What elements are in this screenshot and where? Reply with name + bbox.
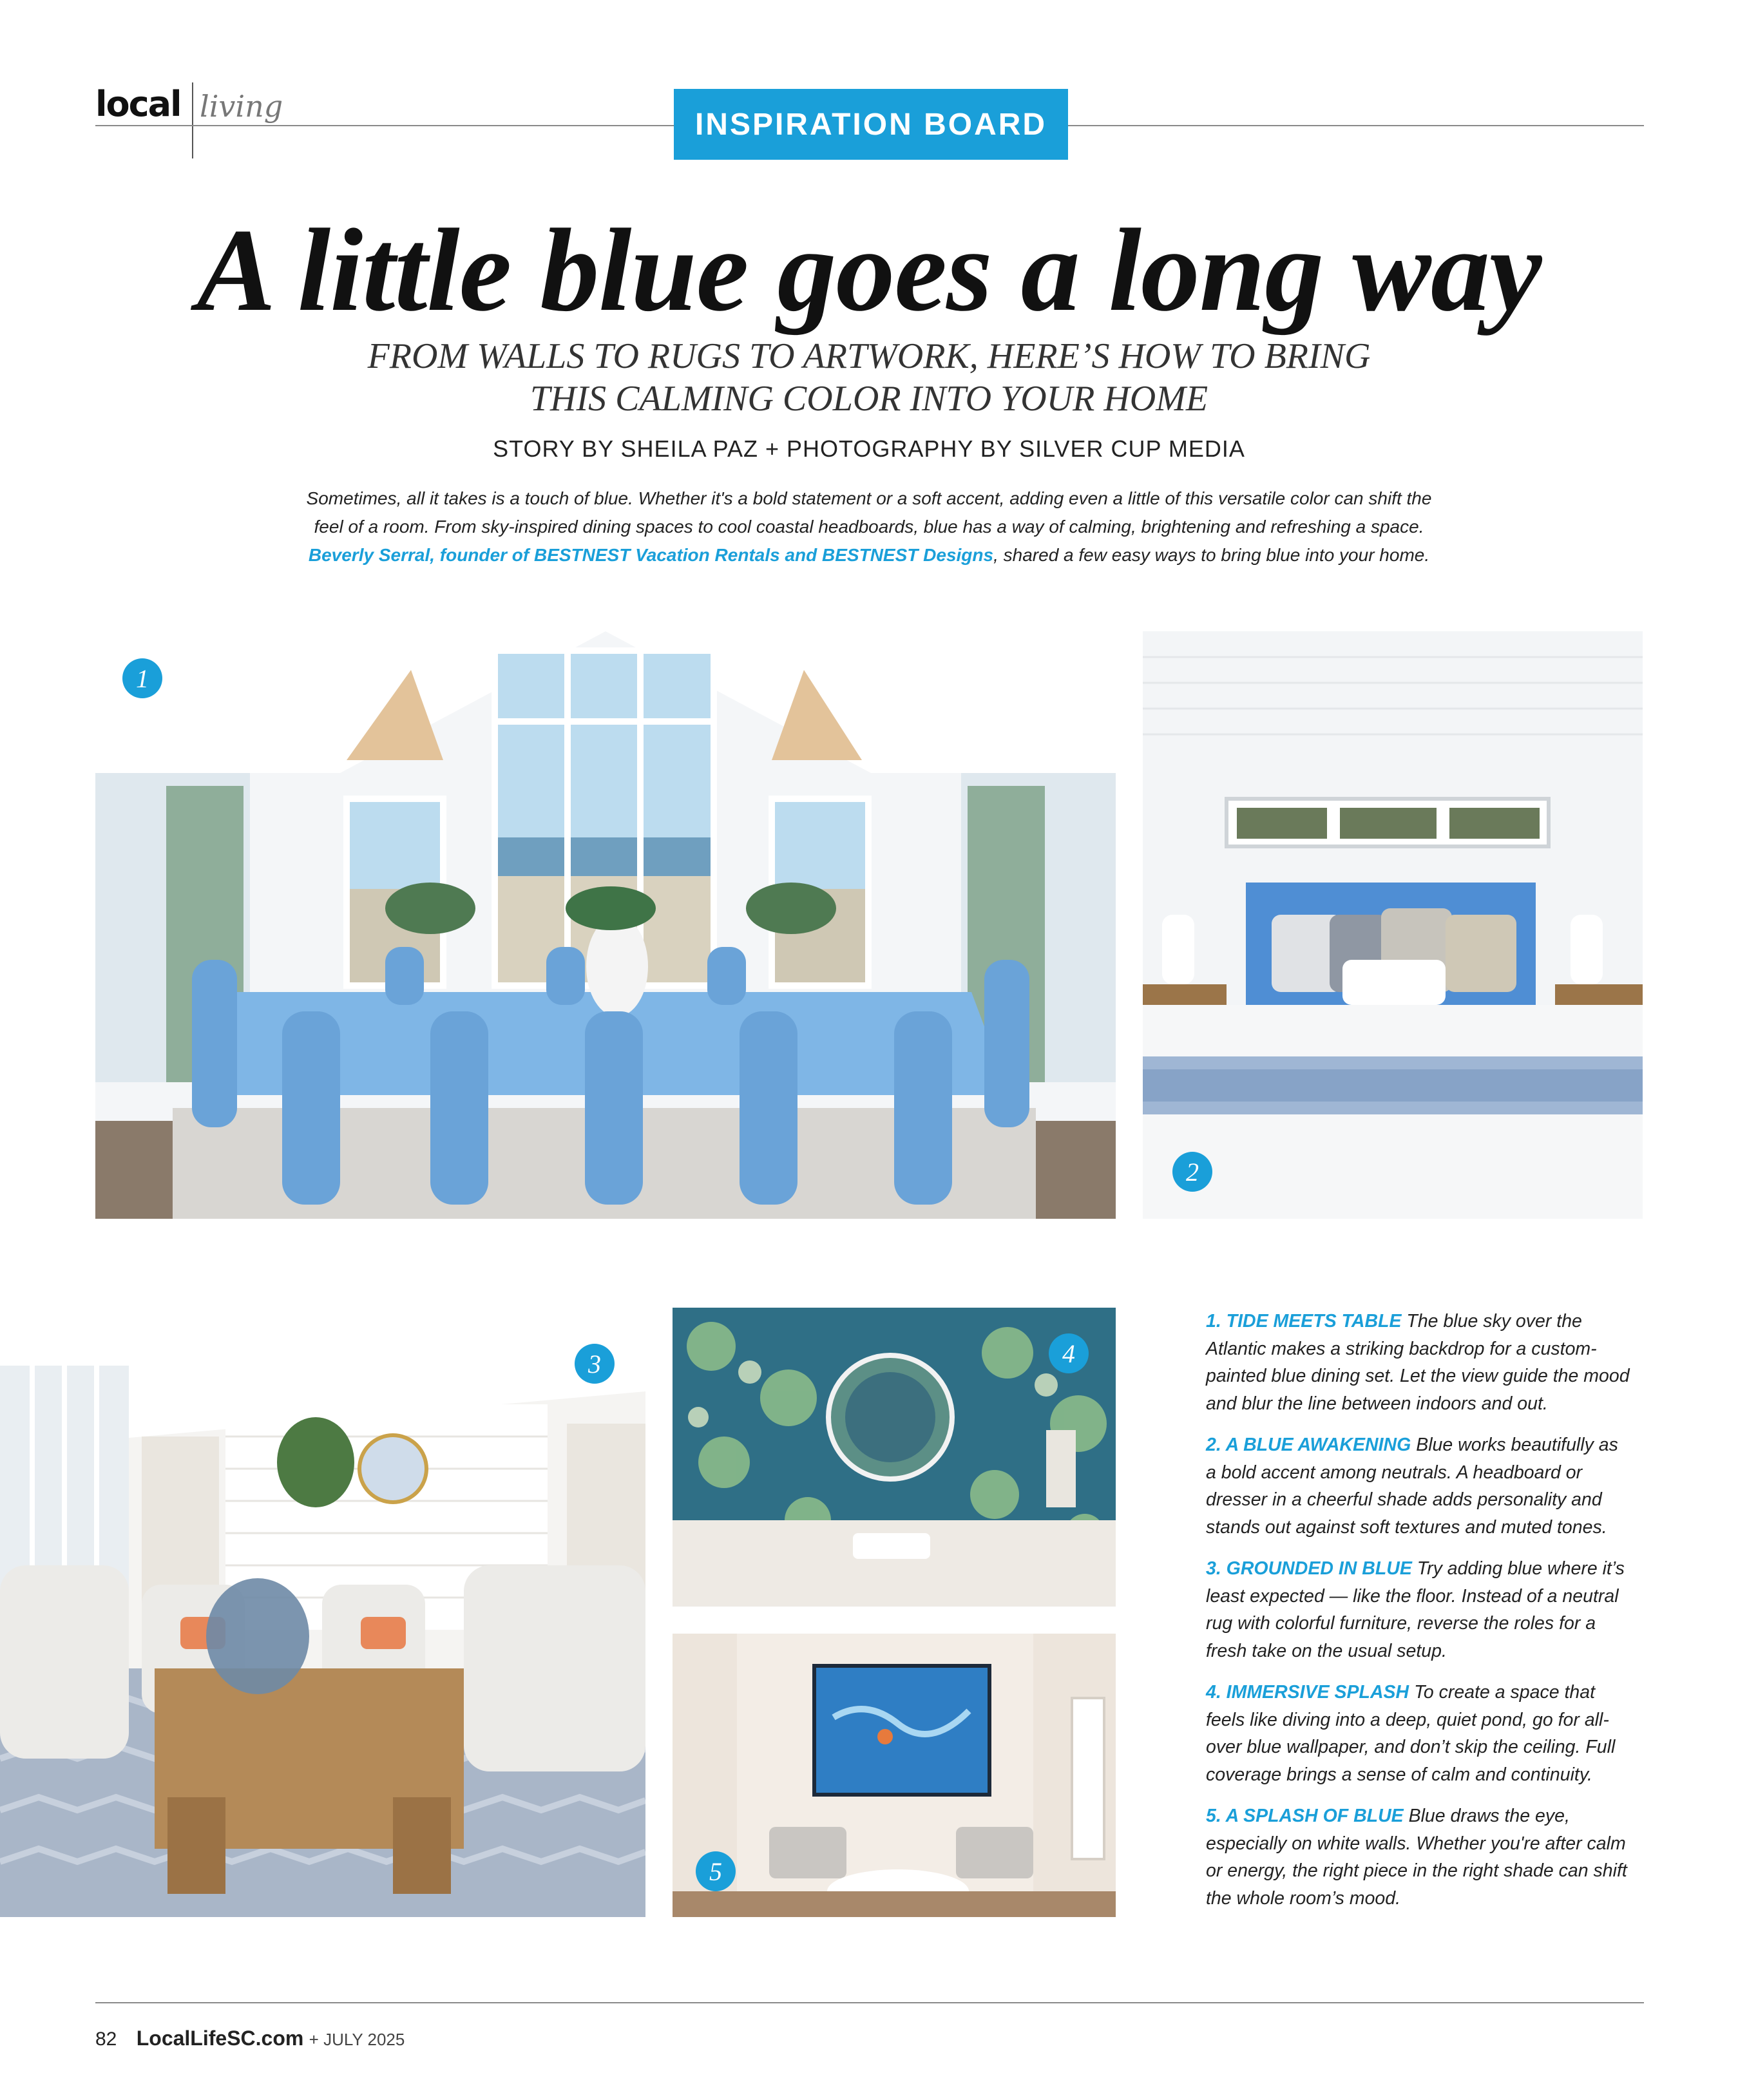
article-deck	[0, 335, 1738, 420]
caption-1	[1206, 1308, 1631, 1417]
intro-highlight: Beverly Serral, founder of BESTNEST Vacation Rentals and BESTNEST Designs	[308, 545, 994, 565]
intro-line-1: Sometimes, all it takes is a touch of blue. Whether it's a bold statement or a soft accent, adding even a little of this versatile color can shift the	[306, 488, 1432, 508]
caption-2-heading: 2. A BLUE AWAKENING	[1206, 1435, 1411, 1455]
photo-number-2: 2	[1172, 1152, 1212, 1192]
brand-divider	[192, 82, 193, 158]
page-footer	[95, 2027, 405, 2050]
caption-1-heading: 1. TIDE MEETS TABLE	[1206, 1311, 1402, 1332]
photo-artwork-wall	[673, 1634, 1116, 1917]
photo-dining-room	[95, 631, 1116, 1219]
deck-line-1: FROM WALLS TO RUGS TO ARTWORK, HERE’S HOW TO BRING	[367, 336, 1371, 376]
bedroom-illustration	[1143, 631, 1643, 1219]
caption-4-text: To create a space that feels like diving into a deep, quiet pond, go for all-over blue wallpaper, and don’t skip the ceiling. Full coverage brings a sense of calm and continuity.	[1206, 1682, 1616, 1785]
page-number: 82	[95, 2028, 117, 2050]
intro-line-3	[245, 541, 1493, 569]
intro-line-2: feel of a room. From sky-inspired dining spaces to cool coastal headboards, blue has a way of calming, brightening and refreshing a space.	[314, 517, 1424, 537]
caption-2-text: Blue works beautifully as a bold accent among neutrals. A headboard or dresser in a cheerful shade adds personality and stands out against soft textures and muted tones.	[1206, 1435, 1618, 1538]
intro-paragraph	[245, 484, 1493, 569]
living-room-illustration	[0, 1308, 645, 1917]
footer-rule	[95, 2002, 1644, 2003]
caption-4	[1206, 1679, 1631, 1788]
section-badge: INSPIRATION BOARD	[674, 89, 1068, 160]
brand-local-text: local	[95, 84, 181, 124]
caption-1-text: The blue sky over the Atlantic makes a striking backdrop for a custom-painted blue dining set. Let the view guide the mood and blur the line between indoors and out.	[1206, 1311, 1630, 1414]
byline: STORY BY SHEILA PAZ + PHOTOGRAPHY BY SILVER CUP MEDIA	[493, 435, 1245, 462]
photo-number-5: 5	[696, 1851, 736, 1891]
photo-living-room	[0, 1308, 645, 1917]
brand-living-text: living	[200, 89, 283, 124]
caption-5	[1206, 1802, 1631, 1912]
caption-5-heading: 5. A SPLASH OF BLUE	[1206, 1806, 1404, 1826]
photo-bedroom	[1143, 631, 1643, 1219]
footer-issue: + JULY 2025	[309, 2030, 405, 2049]
caption-4-heading: 4. IMMERSIVE SPLASH	[1206, 1682, 1409, 1703]
photo-number-4: 4	[1049, 1333, 1089, 1373]
intro-tail: , shared a few easy ways to bring blue into your home.	[993, 545, 1430, 565]
caption-5-text: Blue draws the eye, especially on white walls. Whether you're after calm or energy, the right piece in the right shade can shift the whole room’s mood.	[1206, 1806, 1627, 1909]
artwork-wall-illustration	[673, 1634, 1116, 1917]
dining-room-illustration	[95, 631, 1116, 1219]
footer-site-link[interactable]: LocalLifeSC.com	[136, 2027, 304, 2050]
photo-number-3: 3	[575, 1344, 615, 1384]
photo-powder-room	[673, 1308, 1116, 1607]
caption-3-heading: 3. GROUNDED IN BLUE	[1206, 1558, 1412, 1579]
caption-3	[1206, 1555, 1631, 1665]
caption-2	[1206, 1431, 1631, 1541]
photo-number-1: 1	[122, 658, 162, 698]
deck-line-2: THIS CALMING COLOR INTO YOUR HOME	[530, 379, 1208, 419]
article-title: A little blue goes a long way	[196, 204, 1542, 336]
caption-3-text: Try adding blue where it’s least expected — like the floor. Instead of a neutral rug with colorful furniture, reverse the roles for a fresh take on the usual setup.	[1206, 1558, 1625, 1661]
caption-list	[1206, 1308, 1631, 1926]
